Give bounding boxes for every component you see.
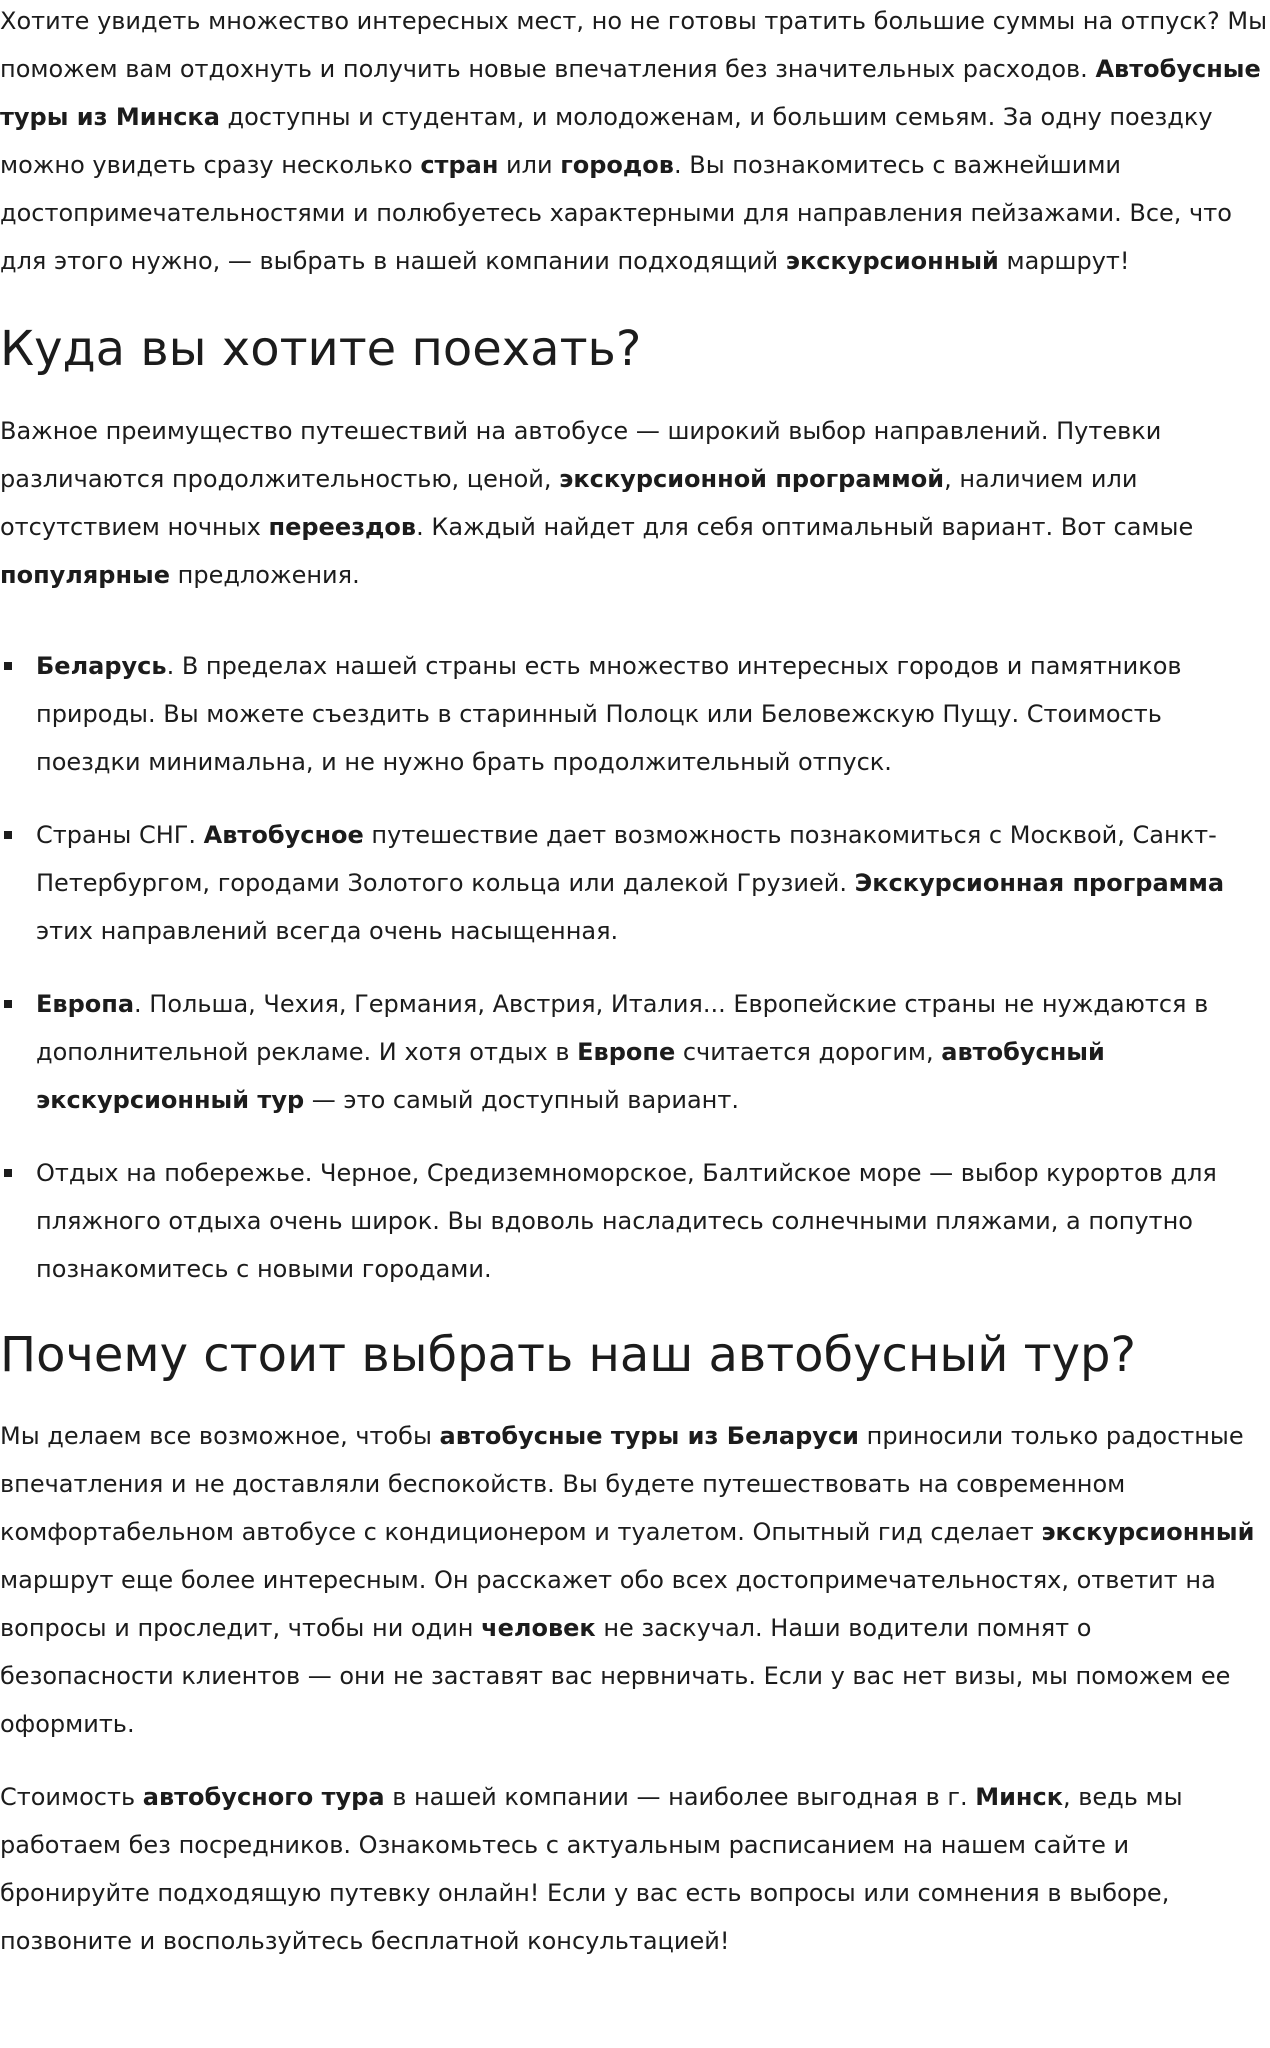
final-text-3: , ведь мы работаем без посредников. Ознакомьтесь с актуальным расписанием на нашем сайте и бронируйте подходящую путевку онлайн! Если у вас есть вопросы или сомнения в выборе, позвоните и воспользуйтесь бесплатной консультацией! — [0, 1783, 1183, 1955]
where-text-1: Важное преимущество путешествий на автобусе — широкий выбор направлений. Путевки различаются продолжительностью, ценой, — [0, 417, 1162, 493]
item-bold: Экскурсионная программа — [854, 869, 1225, 897]
why-bold-excursion: экскурсионный — [1041, 1518, 1255, 1546]
item-bold: Европа — [36, 990, 135, 1018]
list-item-belarus — [0, 642, 1270, 786]
square-bullet-icon — [4, 1000, 12, 1008]
list-item-europe — [0, 980, 1270, 1124]
item-text: — это самый доступный вариант. — [304, 1086, 739, 1114]
why-text-2: приносили только радостные впечатления и не доставляли беспокойств. Вы будете путешествовать на современном комфортабельном автобусе с кондиционером и туалетом. Опытный гид сделает — [0, 1422, 1244, 1546]
square-bullet-icon — [4, 1169, 12, 1177]
final-bold-bus-tour: автобусного тура — [142, 1783, 385, 1811]
final-text-1: Стоимость — [0, 1783, 143, 1811]
item-text: путешествие дает возможность познакомиться с Москвой, Санкт-Петербургом, городами Золотого кольца или далекой Грузией. — [36, 821, 1217, 897]
intro-text-5: маршрут! — [998, 247, 1130, 275]
final-bold-minsk: Минск — [975, 1783, 1064, 1811]
where-text-4: предложения. — [170, 561, 360, 589]
item-bold: Европе — [577, 1038, 676, 1066]
list-item-cis — [0, 811, 1270, 955]
item-text: Отдых на побережье. Черное, Средиземноморское, Балтийское море — выбор курортов для пляжного отдыха очень широк. Вы вдоволь насладитесь солнечными пляжами, а попутно познакомитесь с новыми городами. — [36, 1159, 1217, 1283]
why-bold-bus-tours-belarus: автобусные туры из Беларуси — [439, 1422, 859, 1450]
heading-where-to-go: Куда вы хотите поехать? — [0, 321, 642, 377]
square-bullet-icon — [4, 662, 12, 670]
where-text-3: . Каждый найдет для себя оптимальный вариант. Вот самые — [416, 513, 1194, 541]
where-paragraph — [0, 407, 1270, 599]
why-text-4: не заскучал. Наши водители помнят о безопасности клиентов — они не заставят вас нервничать. Если у вас нет визы, мы поможем ее оформить. — [0, 1614, 1231, 1738]
item-text: Страны СНГ. — [36, 821, 204, 849]
item-bold: Беларусь — [36, 652, 167, 680]
destinations-list — [0, 642, 1270, 1293]
intro-bold-cities: городов — [560, 151, 674, 179]
intro-text-4: . Вы познакомитесь с важнейшими достопримечательностями и полюбуетесь характерными для направления пейзажами. Все, что для этого нужно, — выбрать в нашей компании подходящий — [0, 151, 1232, 275]
list-item-seaside — [0, 1149, 1270, 1293]
where-bold-popular: популярные — [0, 561, 171, 589]
final-text-2: в нашей компании — наиболее выгодная в г. — [384, 1783, 976, 1811]
why-paragraph-1 — [0, 1412, 1270, 1748]
intro-bold-bus-tours-minsk: Автобусные туры из Минска — [0, 55, 1261, 131]
intro-text-1: Хотите увидеть множество интересных мест, но не готовы тратить большие суммы на отпуск? Мы поможем вам отдохнуть и получить новые впечатления без значительных расходов. — [0, 7, 1268, 83]
item-bold: автобусный экскурсионный тур — [36, 1038, 1105, 1114]
intro-bold-excursion: экскурсионный — [785, 247, 999, 275]
intro-text-2: доступны и студентам, и молодоженам, и большим семьям. За одну поездку можно увидеть сразу несколько — [0, 103, 1213, 179]
item-text: . Польша, Чехия, Германия, Австрия, Италия... Европейские страны не нуждаются в дополнительной рекламе. И хотя отдых в — [36, 990, 1209, 1066]
why-bold-person: человек — [481, 1614, 596, 1642]
item-text: считается дорогим, — [675, 1038, 942, 1066]
heading-why-choose: Почему стоит выбрать наш автобусный тур? — [0, 1327, 1136, 1383]
why-text-1: Мы делаем все возможное, чтобы — [0, 1422, 440, 1450]
intro-paragraph — [0, 0, 1270, 285]
intro-text-3: или — [498, 151, 561, 179]
item-bold: Автобусное — [203, 821, 364, 849]
why-text-3: маршрут еще более интересным. Он расскажет обо всех достопримечательностях, ответит на вопросы и проследит, чтобы ни один — [0, 1566, 1216, 1642]
item-text: этих направлений всегда очень насыщенная. — [36, 917, 619, 945]
intro-bold-countries: стран — [420, 151, 499, 179]
item-text: . В пределах нашей страны есть множество интересных городов и памятников природы. Вы можете съездить в старинный Полоцк или Беловежскую Пущу. Стоимость поездки минимальна, и не нужно брать продолжительный отпуск. — [36, 652, 1182, 776]
square-bullet-icon — [4, 831, 12, 839]
where-bold-transfers: переездов — [268, 513, 417, 541]
where-bold-excursion-program: экскурсионной программой — [559, 465, 945, 493]
where-text-2: , наличием или отсутствием ночных — [0, 465, 1138, 541]
why-paragraph-2 — [0, 1773, 1270, 1965]
